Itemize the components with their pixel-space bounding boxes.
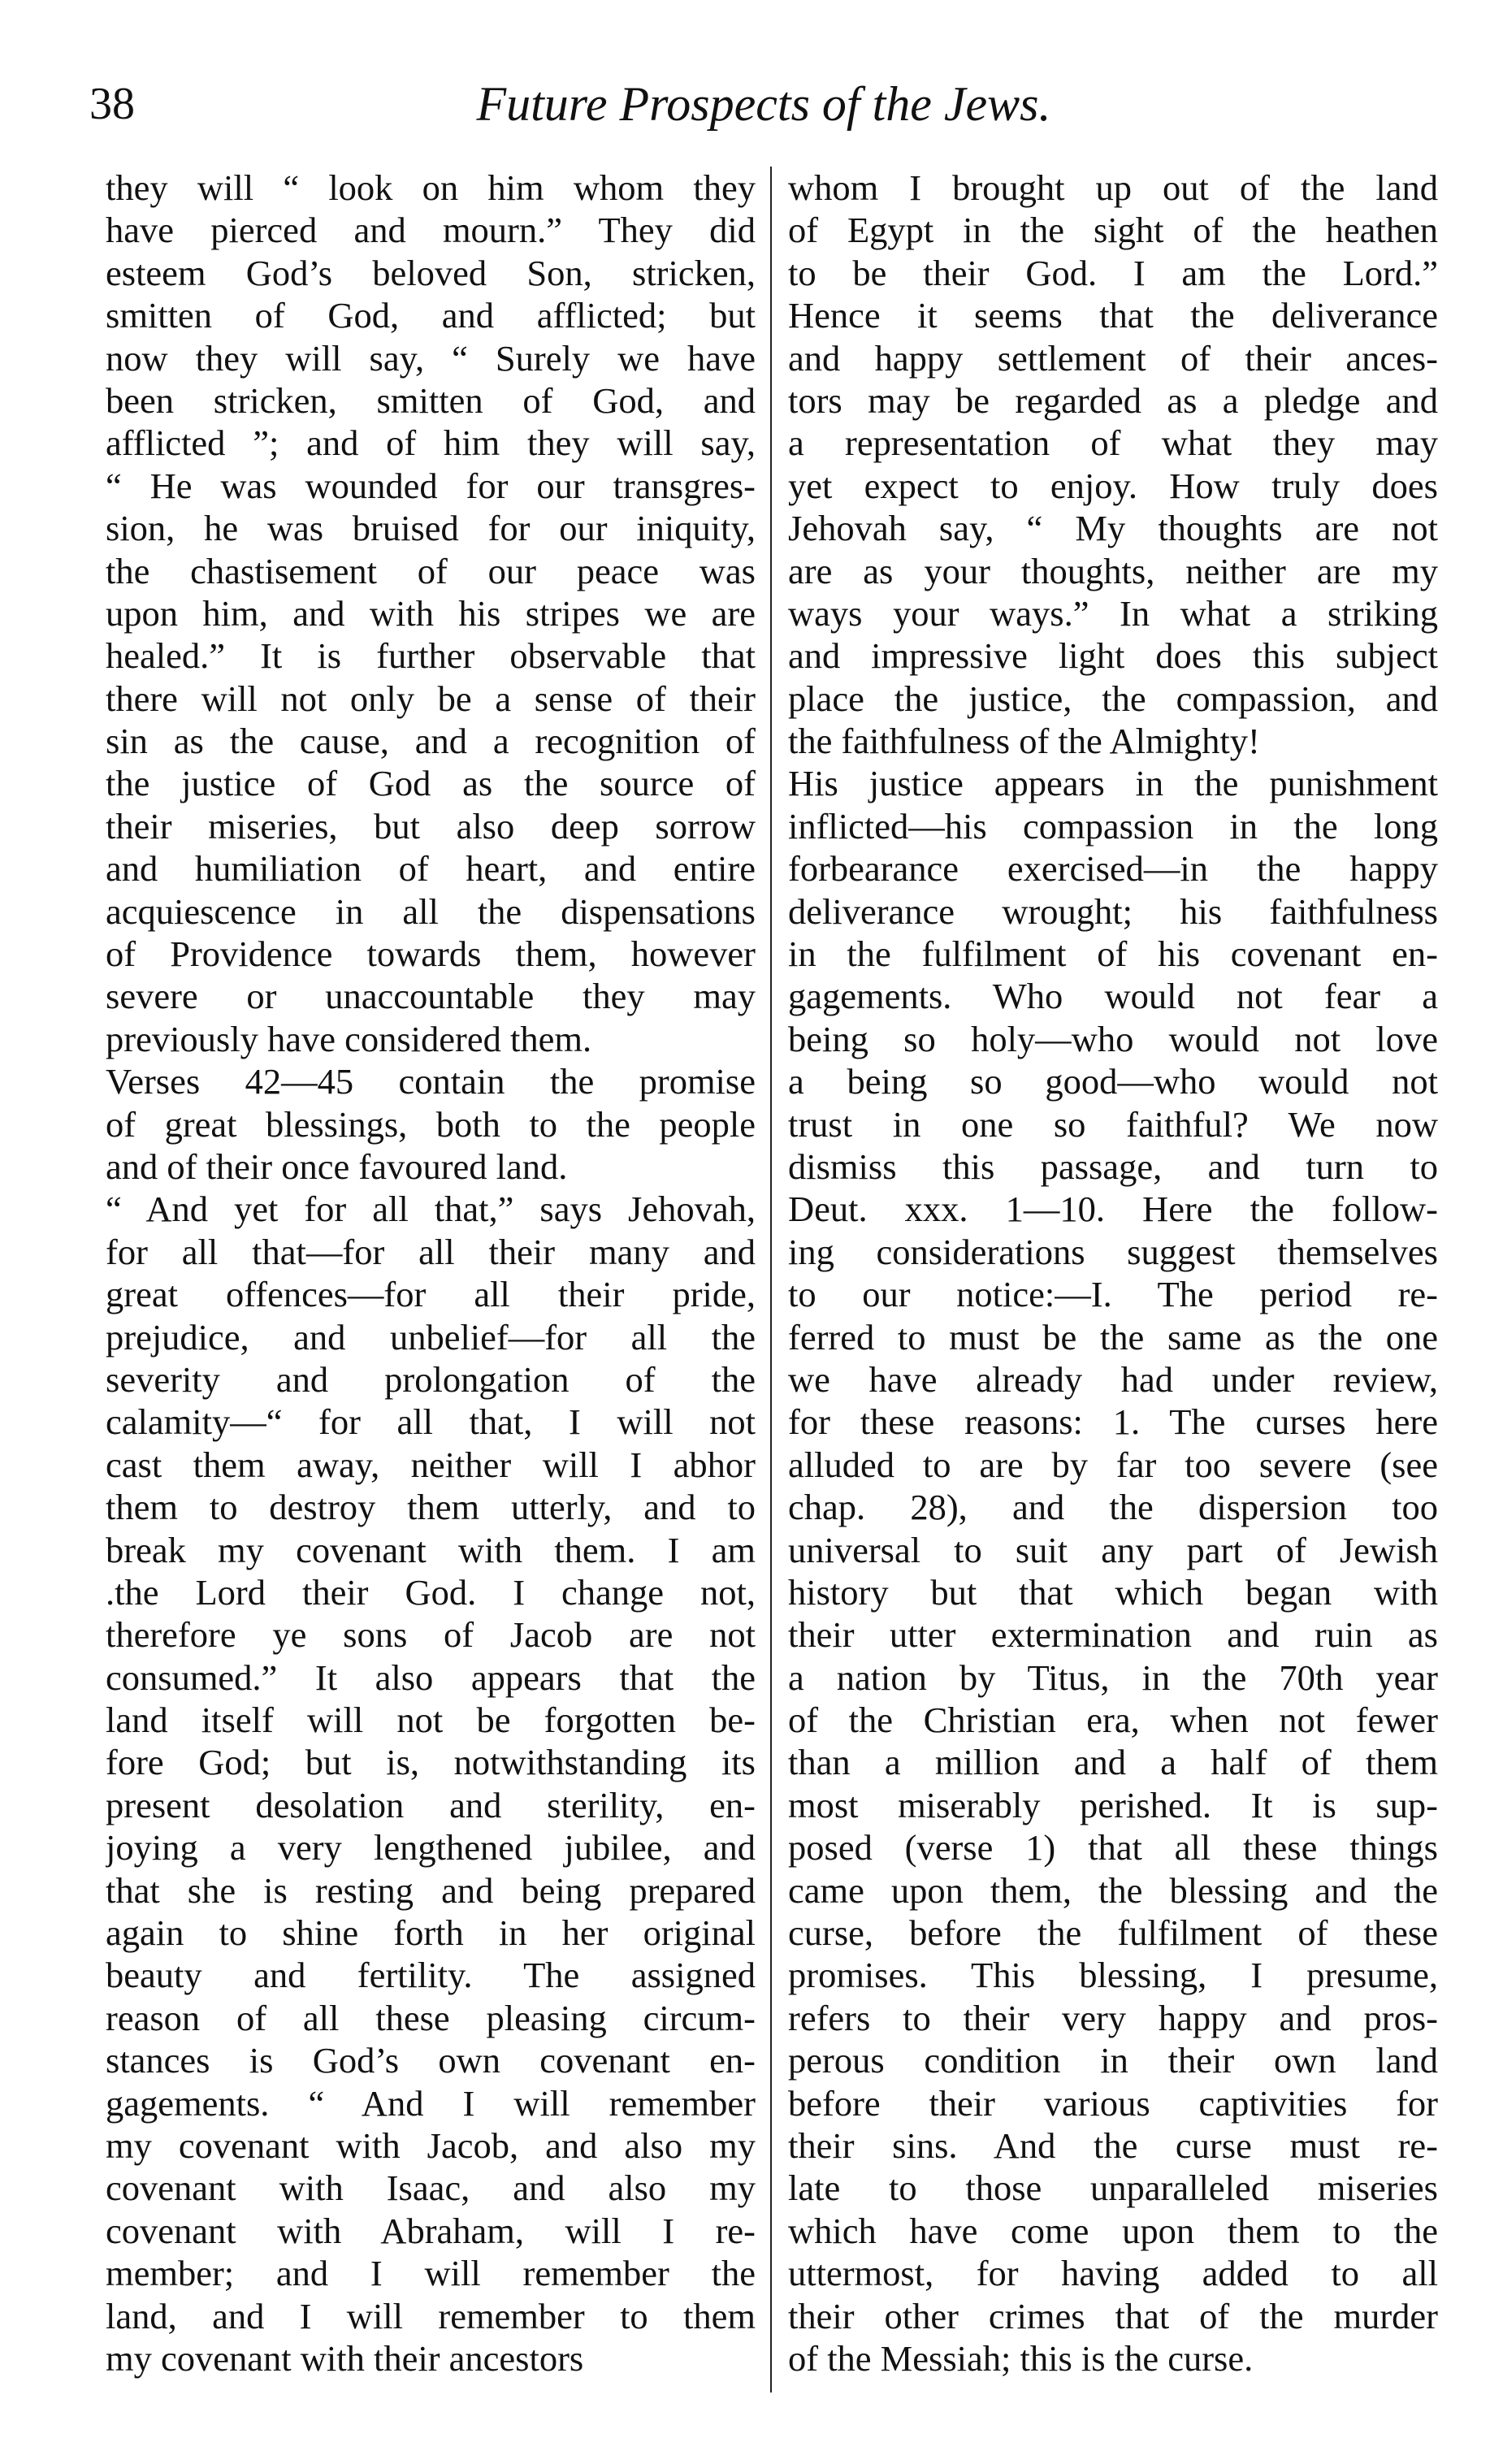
- text-line: history but that which began with: [788, 1571, 1438, 1613]
- text-line: land itself will not be forgotten be-: [106, 1700, 756, 1741]
- text-line: of the Messiah; this is the curse.: [788, 2337, 1254, 2379]
- text-line: ways your ways.” In what a striking: [788, 592, 1438, 634]
- text-line: the justice of God as the source of: [106, 763, 756, 804]
- text-line: in the fulfilment of his covenant en-: [788, 933, 1438, 975]
- text-line: a being so good—who would not: [788, 1061, 1438, 1102]
- text-line: yet expect to enjoy. How truly does: [788, 465, 1438, 506]
- text-line: tors may be regarded as a pledge and: [788, 379, 1438, 421]
- text-line: there will not only be a sense of their: [106, 678, 756, 719]
- text-line: and of their once favoured land.: [106, 1145, 568, 1187]
- text-line: acquiescence in all the dispensations: [106, 890, 756, 932]
- text-line: stances is God’s own covenant en-: [106, 2040, 756, 2081]
- text-line: that she is resting and being prepared: [106, 1869, 756, 1911]
- text-line: cast them away, neither will I abhor: [106, 1444, 756, 1485]
- text-line: break my covenant with them. I am: [106, 1529, 756, 1570]
- text-line: covenant with Abraham, will I re-: [106, 2210, 756, 2251]
- text-line: my covenant with Jacob, and also my: [106, 2124, 756, 2166]
- text-line: now they will say, “ Surely we have: [106, 337, 756, 379]
- text-line: inflicted—his compassion in the long: [788, 805, 1438, 847]
- text-line: reason of all these pleasing circum-: [106, 1997, 756, 2038]
- text-line: the faithfulness of the Almighty!: [788, 721, 1260, 762]
- text-line: posed (verse 1) that all these things: [788, 1827, 1438, 1869]
- text-line: great offences—for all their pride,: [106, 1274, 756, 1315]
- text-line: most miserably perished. It is sup-: [788, 1784, 1438, 1825]
- text-line: sin as the cause, and a recognition of: [106, 721, 756, 762]
- text-line: and impressive light does this subject: [788, 635, 1438, 677]
- text-line: “ He was wounded for our transgres-: [106, 465, 756, 506]
- text-line: sion, he was bruised for our iniquity,: [106, 508, 756, 549]
- text-line: before their various captivities for: [788, 2082, 1438, 2124]
- text-line: which have come upon them to the: [788, 2210, 1438, 2251]
- text-line: member; and I will remember the: [106, 2253, 756, 2294]
- text-line: present desolation and sterility, en-: [106, 1784, 756, 1825]
- text-line: afflicted ”; and of him they will say,: [106, 422, 756, 464]
- text-line: their other crimes that of the murder: [788, 2295, 1438, 2336]
- text-line: their sins. And the curse must re-: [788, 2124, 1438, 2166]
- text-line: been stricken, smitten of God, and: [106, 379, 756, 421]
- text-line: they will “ look on him whom they: [106, 167, 756, 208]
- text-line: them to destroy them utterly, and to: [106, 1487, 756, 1528]
- text-line: of Egypt in the sight of the heathen: [788, 210, 1438, 251]
- text-line: fore God; but is, notwithstanding its: [106, 1742, 756, 1783]
- text-line: curse, before the fulfilment of these: [788, 1912, 1438, 1954]
- text-line: severity and prolongation of the: [106, 1358, 756, 1400]
- text-line: whom I brought up out of the land: [788, 167, 1438, 208]
- text-line: a representation of what they may: [788, 422, 1438, 464]
- text-line: a nation by Titus, in the 70th year: [788, 1656, 1438, 1698]
- page-header: [89, 71, 1438, 145]
- text-line: calamity—“ for all that, I will not: [106, 1401, 756, 1443]
- text-line: refers to their very happy and pros-: [788, 1997, 1438, 2038]
- text-line: trust in one so faithful? We now: [788, 1103, 1438, 1145]
- text-line: their miseries, but also deep sorrow: [106, 805, 756, 847]
- text-line: joying a very lengthened jubilee, and: [106, 1827, 756, 1869]
- text-line: previously have considered them.: [106, 1018, 592, 1059]
- text-line: uttermost, for having added to all: [788, 2253, 1438, 2294]
- text-line: dismiss this passage, and turn to: [788, 1145, 1438, 1187]
- text-line: late to those unparalleled miseries: [788, 2167, 1438, 2209]
- text-line: are as your thoughts, neither are my: [788, 550, 1438, 591]
- left-text-column: [106, 167, 756, 2380]
- text-line: place the justice, the compassion, and: [788, 678, 1438, 719]
- text-line: ferred to must be the same as the one: [788, 1316, 1438, 1358]
- text-line: of Providence towards them, however: [106, 933, 756, 975]
- text-line: universal to suit any part of Jewish: [788, 1529, 1438, 1570]
- text-line: and happy settlement of their ances-: [788, 337, 1438, 379]
- text-line: perous condition in their own land: [788, 2040, 1438, 2081]
- text-line: upon him, and with his stripes we are: [106, 592, 756, 634]
- text-line: consumed.” It also appears that the: [106, 1656, 756, 1698]
- text-line: gagements. Who would not fear a: [788, 976, 1438, 1017]
- text-line: for all that—for all their many and: [106, 1231, 756, 1272]
- text-line: again to shine forth in her original: [106, 1912, 756, 1954]
- running-title: Future Prospects of the Jews.: [476, 77, 1051, 131]
- text-line: Deut. xxx. 1—10. Here the follow-: [788, 1189, 1438, 1230]
- text-line: severe or unaccountable they may: [106, 976, 756, 1017]
- text-line: to our notice:—I. The period re-: [788, 1274, 1438, 1315]
- text-line: covenant with Isaac, and also my: [106, 2167, 756, 2209]
- page-number: 38: [89, 79, 135, 129]
- text-line: therefore ye sons of Jacob are not: [106, 1614, 756, 1656]
- text-line: the chastisement of our peace was: [106, 550, 756, 591]
- text-line: smitten of God, and afflicted; but: [106, 295, 756, 336]
- column-divider: [770, 167, 772, 2393]
- text-line: alluded to are by far too severe (see: [788, 1444, 1438, 1485]
- text-line: their utter extermination and ruin as: [788, 1614, 1438, 1656]
- text-line: ing considerations suggest themselves: [788, 1231, 1438, 1272]
- text-line: .the Lord their God. I change not,: [106, 1571, 756, 1613]
- text-line: of the Christian era, when not fewer: [788, 1700, 1438, 1741]
- text-line: have pierced and mourn.” They did: [106, 210, 756, 251]
- text-line: being so holy—who would not love: [788, 1018, 1438, 1059]
- text-line: gagements. “ And I will remember: [106, 2082, 756, 2124]
- text-line: of great blessings, both to the people: [106, 1103, 756, 1145]
- text-line: promises. This blessing, I presume,: [788, 1955, 1438, 1996]
- text-line: and humiliation of heart, and entire: [106, 848, 756, 890]
- text-line: for these reasons: 1. The curses here: [788, 1401, 1438, 1443]
- text-line: Verses 42—45 contain the promise: [106, 1061, 756, 1102]
- text-line: prejudice, and unbelief—for all the: [106, 1316, 756, 1358]
- text-line: we have already had under review,: [788, 1358, 1438, 1400]
- right-text-column: [788, 167, 1438, 2380]
- text-line: my covenant with their ancestors: [106, 2337, 584, 2379]
- text-line: beauty and fertility. The assigned: [106, 1955, 756, 1996]
- text-line: “ And yet for all that,” says Jehovah,: [106, 1189, 756, 1230]
- text-line: deliverance wrought; his faithfulness: [788, 890, 1438, 932]
- text-line: Hence it seems that the deliverance: [788, 295, 1438, 336]
- text-line: than a million and a half of them: [788, 1742, 1438, 1783]
- text-line: esteem God’s beloved Son, stricken,: [106, 252, 756, 293]
- text-line: to be their God. I am the Lord.”: [788, 252, 1438, 293]
- text-line: came upon them, the blessing and the: [788, 1869, 1438, 1911]
- text-line: Jehovah say, “ My thoughts are not: [788, 508, 1438, 549]
- text-line: land, and I will remember to them: [106, 2295, 756, 2336]
- text-line: His justice appears in the punishment: [788, 763, 1438, 804]
- text-line: chap. 28), and the dispersion too: [788, 1487, 1438, 1528]
- text-line: forbearance exercised—in the happy: [788, 848, 1438, 890]
- text-line: healed.” It is further observable that: [106, 635, 756, 677]
